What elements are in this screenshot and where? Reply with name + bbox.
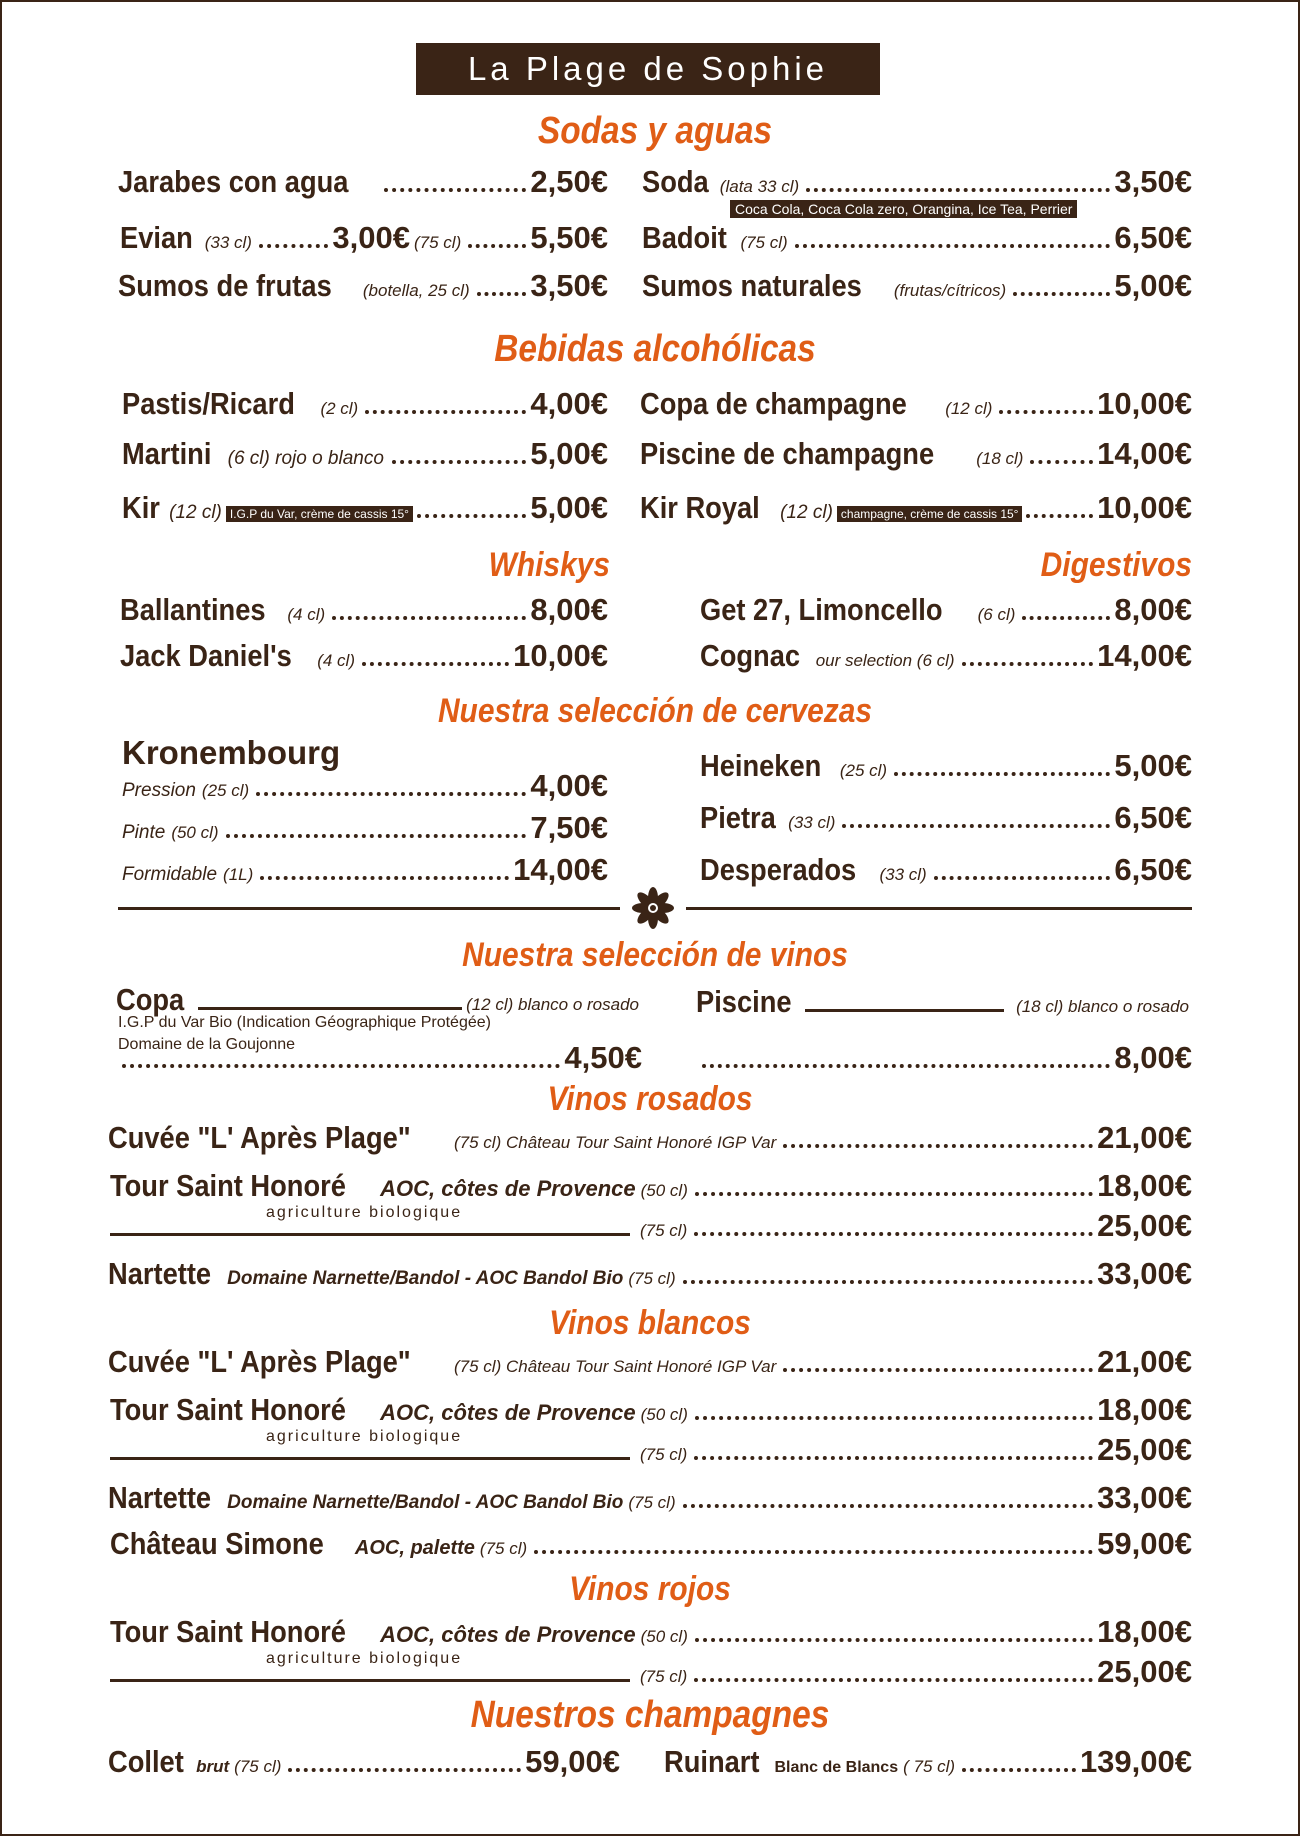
item-copa-price: 4,50€ <box>118 1040 642 1076</box>
section-whiskys: Whiskys <box>488 546 610 584</box>
item-kir: Kir (12 cl) I.G.P du Var, crème de cassis 15° 5,00€ <box>122 490 608 525</box>
item-formidable: Formidable (1L) 14,00€ <box>122 852 608 887</box>
item-piscine-price: 8,00€ <box>698 1040 1192 1076</box>
rojo-agri-label: agriculture biologique <box>266 1650 463 1667</box>
item-evian: Evian (33 cl) 3,00€ <box>120 220 410 255</box>
divider-right <box>686 907 1192 910</box>
section-rosados: Vinos rosados <box>547 1080 753 1118</box>
rosado-agri-label: agriculture biologique <box>266 1204 463 1221</box>
item-pinte: Pinte (50 cl) 7,50€ <box>122 810 608 845</box>
item-rosado-tour-50: Tour Saint Honoré AOC, côtes de Provence (50 cl) 18,00€ <box>110 1168 1192 1203</box>
section-alcohol: Bebidas alcohólicas <box>494 328 816 370</box>
item-kir-royal: Kir Royal (12 cl) champagne, crème de cassis 15° 10,00€ <box>640 490 1192 525</box>
tag-kir: I.G.P du Var, crème de cassis 15° <box>226 506 413 522</box>
item-ruinart: Ruinart Blanc de Blancs ( 75 cl) 139,00€ <box>664 1744 1192 1779</box>
section-blancos: Vinos blancos <box>549 1304 751 1342</box>
item-collet: Collet brut (75 cl) 59,00€ <box>108 1744 620 1779</box>
item-rojo-tour-50: Tour Saint Honoré AOC, côtes de Provence (50 cl) 18,00€ <box>110 1614 1192 1649</box>
item-rojo-tour-75: (75 cl) 25,00€ <box>110 1654 1192 1691</box>
item-copa-vino: Copa (12 cl) blanco o rosado <box>116 982 639 1017</box>
item-kronembourg: Kronembourg <box>122 734 341 771</box>
item-pastis: Pastis/Ricard (2 cl) 4,00€ <box>122 386 608 421</box>
item-badoit: Badoit (75 cl) 6,50€ <box>642 220 1192 255</box>
item-rosado-tour-75: (75 cl) 25,00€ <box>110 1208 1192 1245</box>
copa-igp-line: I.G.P du Var Bio (Indication Géographique Protégée) <box>118 1014 491 1031</box>
tag-soda-brands: Coca Cola, Coca Cola zero, Orangina, Ice Tea, Perrier <box>730 200 1077 218</box>
item-desperados: Desperados (33 cl) 6,50€ <box>700 852 1192 887</box>
section-champagnes: Nuestros champagnes <box>470 1694 830 1736</box>
item-cognac: Cognac our selection (6 cl) 14,00€ <box>700 638 1192 673</box>
section-vinos: Nuestra selección de vinos <box>462 936 848 974</box>
item-pietra: Pietra (33 cl) 6,50€ <box>700 800 1192 835</box>
item-soda: Soda (lata 33 cl) 3,50€ <box>642 164 1192 199</box>
item-martini: Martini (6 cl) rojo o blanco 5,00€ <box>122 436 608 471</box>
item-jack-daniels: Jack Daniel's (4 cl) 10,00€ <box>120 638 608 673</box>
item-piscine-champagne: Piscine de champagne (18 cl) 14,00€ <box>640 436 1192 471</box>
item-rosado-cuvee: Cuvée "L' Après Plage" (75 cl) Château Tour Saint Honoré IGP Var 21,00€ <box>108 1120 1192 1155</box>
item-get27: Get 27, Limoncello (6 cl) 8,00€ <box>700 592 1192 627</box>
item-rosado-nartette: Nartette Domaine Narnette/Bandol - AOC Bandol Bio (75 cl) 33,00€ <box>108 1256 1192 1291</box>
item-blanco-cuvee: Cuvée "L' Après Plage" (75 cl) Château Tour Saint Honoré IGP Var 21,00€ <box>108 1344 1192 1379</box>
item-blanco-nartette: Nartette Domaine Narnette/Bandol - AOC Bandol Bio (75 cl) 33,00€ <box>108 1480 1192 1515</box>
item-ballantines: Ballantines (4 cl) 8,00€ <box>120 592 608 627</box>
flower-icon <box>631 886 675 930</box>
copa-domaine-line: Domaine de la Goujonne <box>118 1036 296 1053</box>
item-pression: Pression (25 cl) 4,00€ <box>122 768 608 803</box>
item-heineken: Heineken (25 cl) 5,00€ <box>700 748 1192 783</box>
item-sumos-frutas: Sumos de frutas (botella, 25 cl) 3,50€ <box>118 268 608 303</box>
item-evian-75: (75 cl) 5,50€ <box>414 220 608 255</box>
section-sodas: Sodas y aguas <box>537 110 773 152</box>
section-rojos: Vinos rojos <box>569 1570 731 1608</box>
item-sumos-naturales: Sumos naturales (frutas/cítricos) 5,00€ <box>642 268 1192 303</box>
item-blanco-tour-50: Tour Saint Honoré AOC, côtes de Provence (50 cl) 18,00€ <box>110 1392 1192 1427</box>
menu-title: La Plage de Sophie <box>416 43 880 95</box>
item-jarabes: Jarabes con agua 2,50€ <box>118 164 608 199</box>
blanco-agri-label: agriculture biologique <box>266 1428 463 1445</box>
item-blanco-tour-75: (75 cl) 25,00€ <box>110 1432 1192 1469</box>
section-digestivos: Digestivos <box>1040 546 1192 584</box>
item-blanco-simone: Château Simone AOC, palette (75 cl) 59,00€ <box>110 1526 1192 1561</box>
item-piscine-vino: Piscine (18 cl) blanco o rosado <box>696 984 1189 1019</box>
divider-left <box>118 907 620 910</box>
tag-kir-royal: champagne, crème de cassis 15° <box>837 506 1023 522</box>
section-cervezas: Nuestra selección de cervezas <box>437 692 873 730</box>
item-copa-champagne: Copa de champagne (12 cl) 10,00€ <box>640 386 1192 421</box>
